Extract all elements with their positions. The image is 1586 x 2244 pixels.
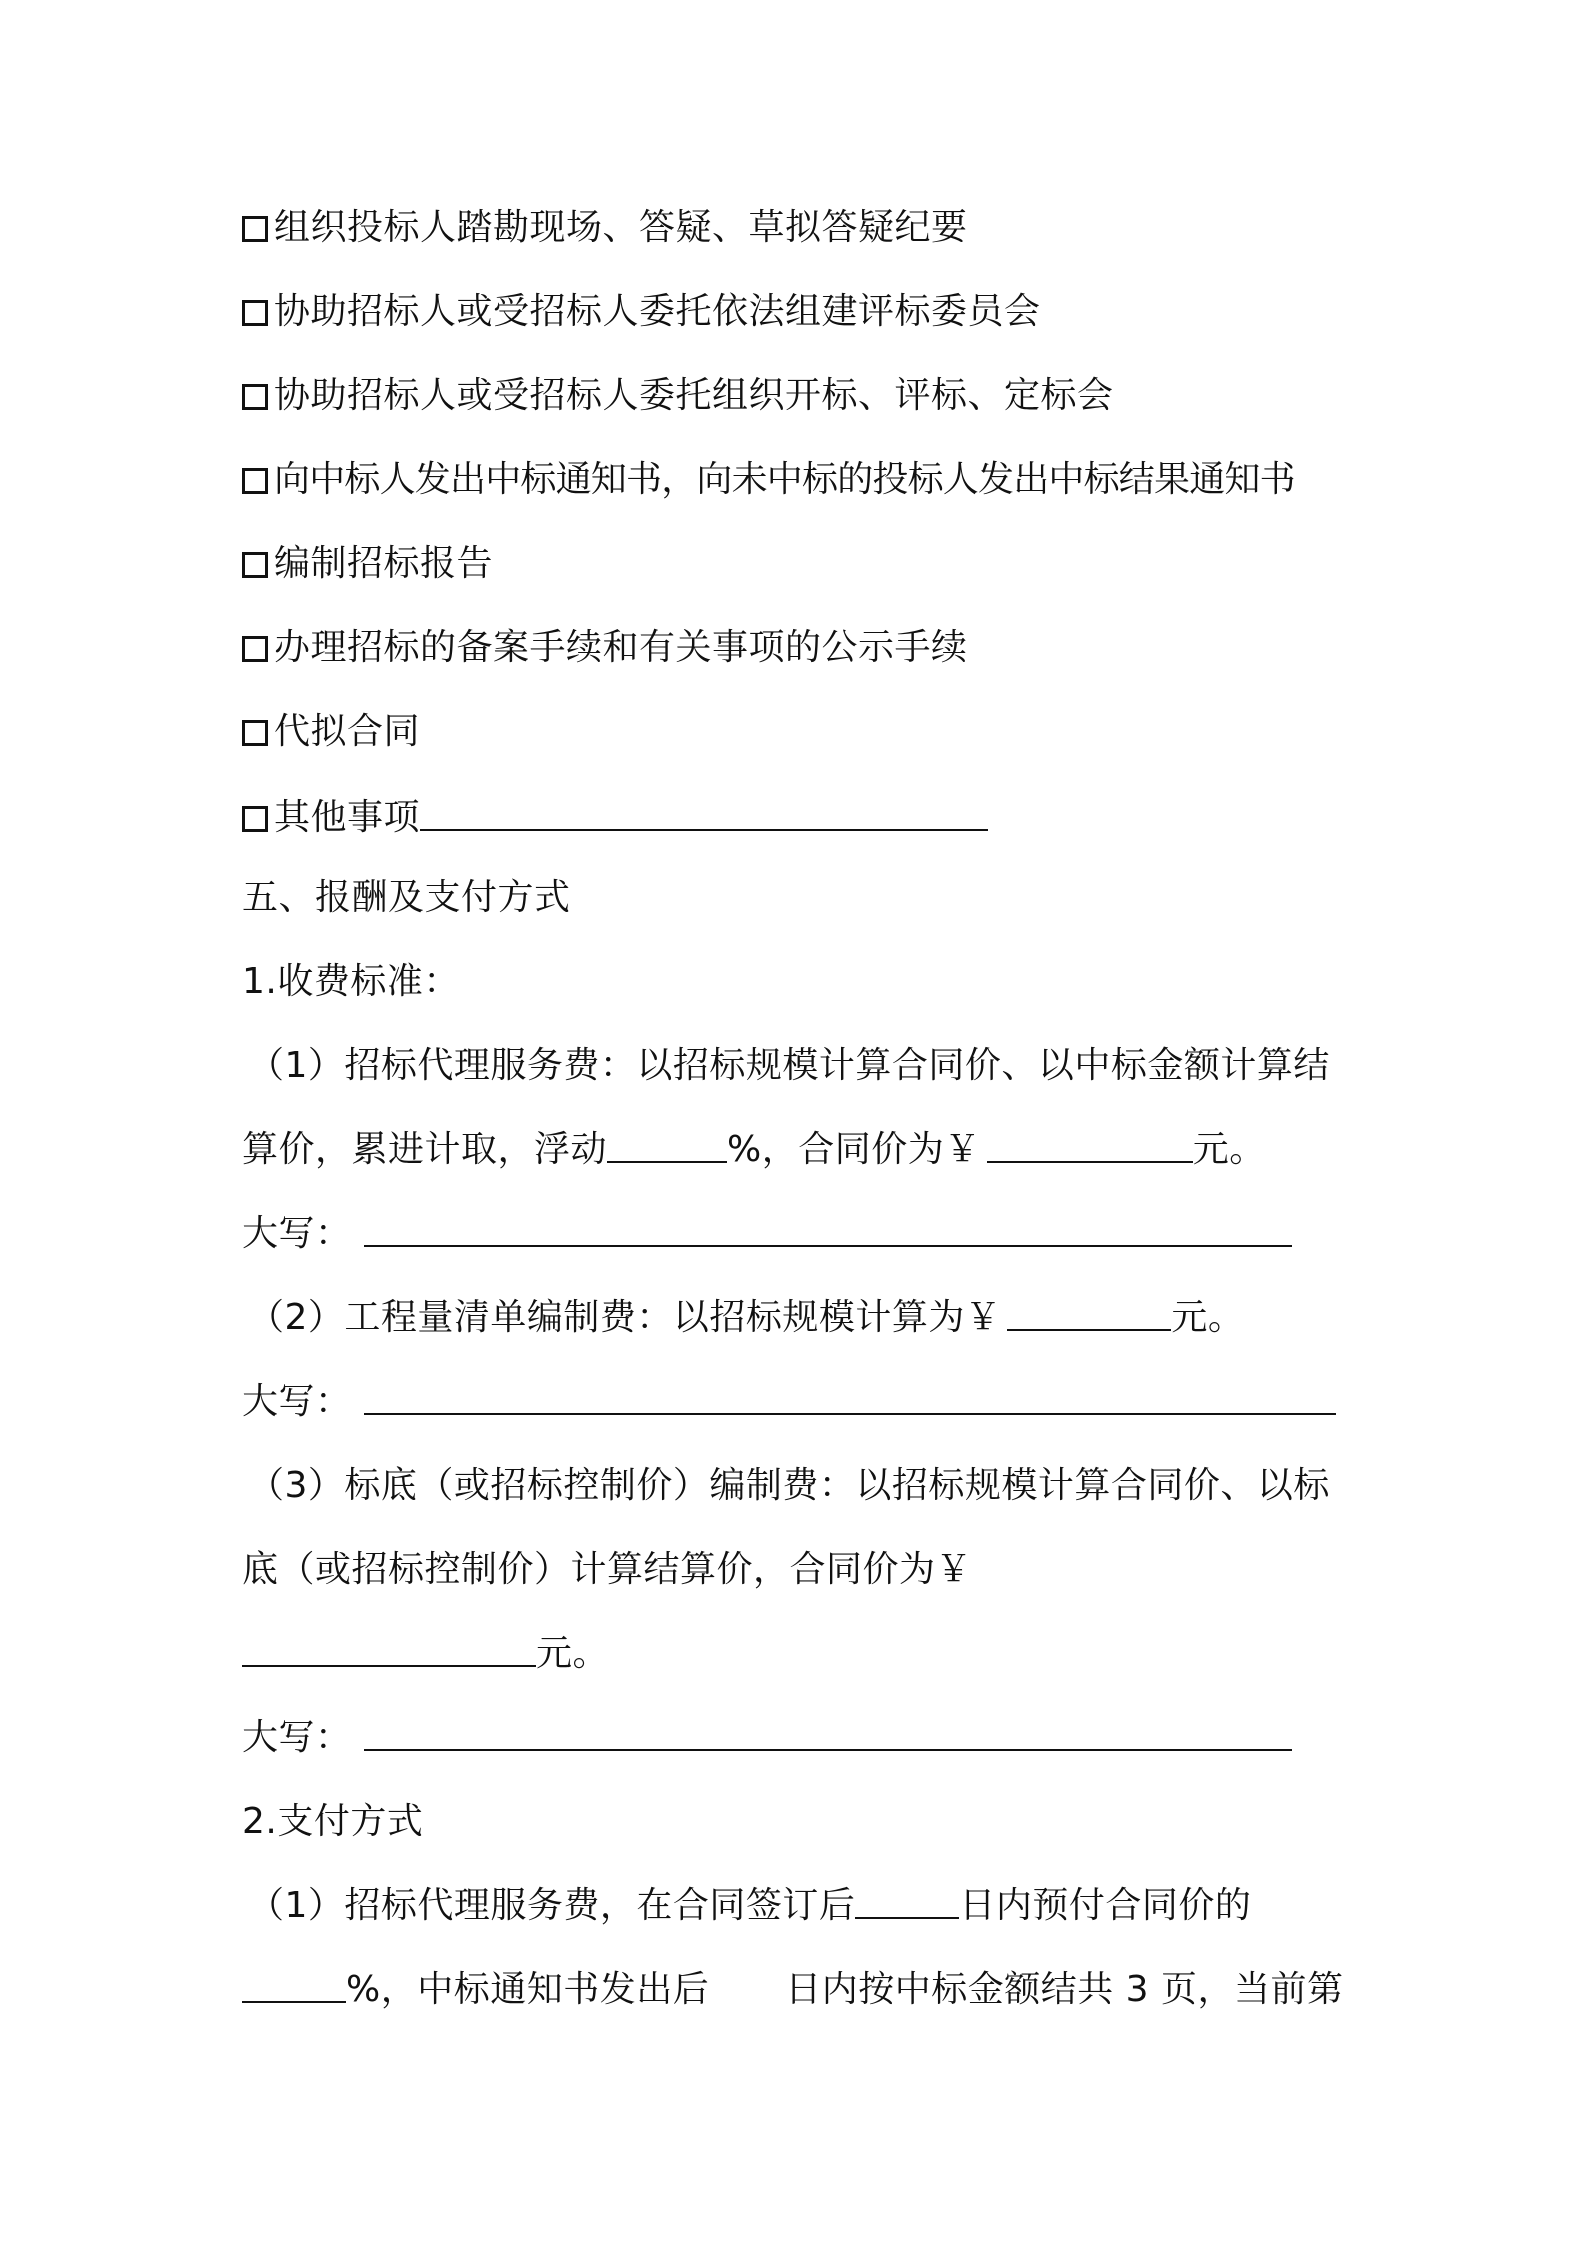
bill-quantity-fee-line (248, 1296, 1244, 1340)
daxie-label: 大写： (242, 1381, 352, 1422)
payment-text: （1）招标代理服务费，在合同签订后 (248, 1885, 856, 1926)
checklist-item (242, 290, 1041, 334)
daxie-line (242, 1380, 1336, 1424)
checklist-item-text: 其他事项 (274, 797, 421, 838)
agency-fee-text: %，合同价为￥ (727, 1129, 981, 1170)
payment-text: 日内预付合同价的 (959, 1885, 1252, 1926)
base-price-fee-text: 元。 (536, 1633, 610, 1674)
agency-fee-line-1: （1）招标代理服务费：以招标规模计算合同价、以中标金额计算结 (248, 1045, 1330, 1086)
checklist-item (242, 206, 968, 250)
checklist-item (242, 542, 493, 586)
float-percent-blank[interactable] (607, 1131, 727, 1163)
daxie-line (242, 1212, 1292, 1256)
base-price-fee-line-2: 底（或招标控制价）计算结算价，合同价为￥ (242, 1549, 973, 1590)
agency-fee-text: 元。 (1192, 1129, 1266, 1170)
checklist-item-text: 编制招标报告 (274, 543, 494, 584)
checkbox-icon[interactable] (242, 720, 268, 746)
checklist-item-text: 代拟合同 (274, 711, 421, 752)
base-price-fee-line-3 (242, 1632, 609, 1676)
daxie-blank[interactable] (364, 1215, 1292, 1247)
checklist-item-text: 协助招标人或受招标人委托组织开标、评标、定标会 (274, 375, 1114, 416)
daxie-blank[interactable] (364, 1383, 1336, 1415)
prepay-days-blank[interactable] (855, 1887, 959, 1919)
checklist-item-text: 向中标人发出中标通知书，向未中标的投标人发出中标结果通知书 (274, 459, 1295, 500)
payment-line-2 (242, 1968, 1344, 2012)
checkbox-icon[interactable] (242, 468, 268, 494)
checklist-item-text: 组织投标人踏勘现场、答疑、草拟答疑纪要 (274, 207, 968, 248)
checkbox-icon[interactable] (242, 384, 268, 410)
checklist-item (242, 374, 1114, 418)
daxie-blank[interactable] (364, 1719, 1292, 1751)
payment-line-1 (248, 1884, 1251, 1928)
checkbox-icon[interactable] (242, 806, 268, 832)
payment-text: 日内按中标金额结共 3 页，当前第 (785, 1969, 1344, 2010)
checklist-item-text: 协助招标人或受招标人委托依法组建评标委员会 (274, 291, 1041, 332)
checklist-item (242, 796, 988, 840)
daxie-label: 大写： (242, 1717, 352, 1758)
checklist-item (242, 626, 968, 670)
agency-fee-line-2 (242, 1128, 1266, 1172)
checkbox-icon[interactable] (242, 300, 268, 326)
checklist-item (242, 710, 420, 754)
bill-quantity-fee-text: （2）工程量清单编制费：以招标规模计算为￥ (248, 1297, 1002, 1338)
bill-quantity-price-blank[interactable] (1007, 1299, 1171, 1331)
checkbox-icon[interactable] (242, 552, 268, 578)
daxie-label: 大写： (242, 1213, 352, 1254)
checklist-item (242, 458, 1295, 502)
daxie-line (242, 1716, 1292, 1760)
payment-heading: 2.支付方式 (242, 1801, 424, 1842)
agency-fee-text: 算价，累进计取，浮动 (242, 1129, 608, 1170)
base-price-blank[interactable] (242, 1635, 536, 1667)
prepay-percent-blank[interactable] (242, 1971, 346, 2003)
checkbox-icon[interactable] (242, 636, 268, 662)
fee-standard-heading: 1.收费标准： (242, 961, 460, 1002)
bill-quantity-fee-text: 元。 (1171, 1297, 1245, 1338)
contract-price-blank[interactable] (987, 1131, 1193, 1163)
section-heading: 五、报酬及支付方式 (242, 877, 571, 918)
checklist-item-text: 办理招标的备案手续和有关事项的公示手续 (274, 627, 968, 668)
checkbox-icon[interactable] (242, 216, 268, 242)
base-price-fee-line-1: （3）标底（或招标控制价）编制费：以招标规模计算合同价、以标 (248, 1465, 1330, 1506)
other-matters-blank[interactable] (420, 799, 988, 831)
payment-text: %，中标通知书发出后 (346, 1969, 710, 2010)
